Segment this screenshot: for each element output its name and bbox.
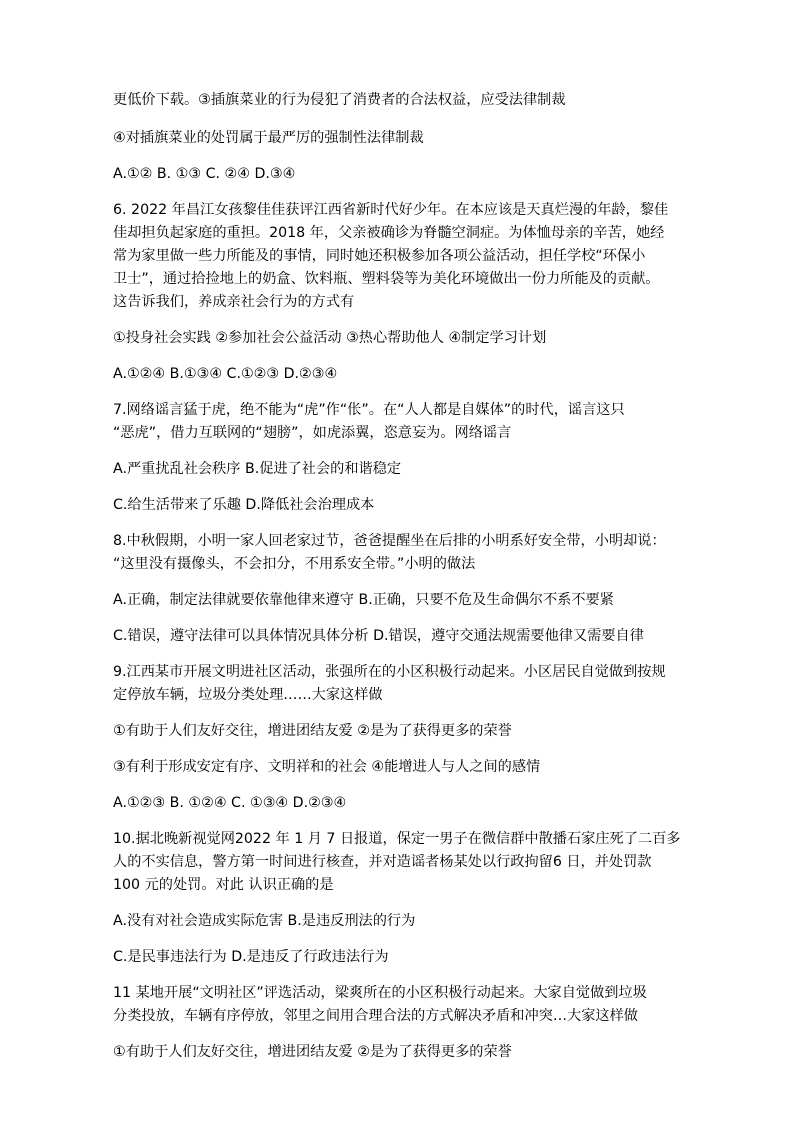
answer-options: C.是民事违法行为 D.是违反了行政违法行为 [113, 949, 389, 965]
question-10: 10.据北晚新视觉网2022 年 1 月 7 日报道，保定一男子在微信群中散播石家庄死了二百多 [113, 831, 681, 847]
statement-list: ①投身社会实践 ②参加社会公益活动 ③热心帮助他人 ④制定学习计划 [113, 330, 547, 346]
statement-list: ①有助于人们友好交往，增进团结友爱 ②是为了获得更多的荣誉 [113, 1044, 512, 1060]
text-line: 卫士”，通过拾捡地上的奶盒、饮料瓶、塑料袋等为美化环境做出一份力所能及的贡献。 [113, 271, 660, 287]
statement-list: ③有利于形成安定有序、文明祥和的社会 ④能增进人与人之间的感情 [113, 759, 541, 775]
text-line: ④对插旗菜业的处罚属于最严厉的强制性法律制裁 [113, 130, 424, 146]
text-line: 分类投放，车辆有序停放，邻里之间用合理合法的方式解决矛盾和冲突…大家这样做 [113, 1008, 638, 1024]
answer-options: A.①②③ B. ①②④ C. ①③④ D.②③④ [113, 795, 347, 811]
answer-options: A.①②④ B.①③④ C.①②③ D.②③④ [113, 366, 338, 382]
text-line: 定停放车辆，垃圾分类处理……大家这样做 [113, 687, 383, 703]
question-7: 7.网络谣言猛于虎，绝不能为“虎”作“伥”。在“人人都是自媒体”的时代，谣言这只 [113, 402, 625, 418]
text-line: “这里没有摄像头，不会扣分，不用系安全带。”小明的做法 [113, 556, 476, 572]
text-line: 人的不实信息，警方第一时间进行核查，并对造谣者杨某处以行政拘留6 日，并处罚款 [113, 854, 652, 870]
answer-options: C.错误，遵守法律可以具体情况具体分析 D.错误，遵守交通法规需要他律又需要自律 [113, 628, 644, 644]
statement-list: ①有助于人们友好交往，增进团结友爱 ②是为了获得更多的荣誉 [113, 723, 512, 739]
answer-options: A.正确，制定法律就要依靠他律来遵守 B.正确，只要不危及生命偶尔不系不要紧 [113, 592, 614, 608]
text-line: 常为家里做一些力所能及的事情，同时她还积极参加各项公益活动，担任学校“环保小 [113, 248, 646, 264]
answer-options: A.①② B. ①③ C. ②④ D.③④ [113, 166, 296, 182]
question-11: 11 某地开展“文明社区”评选活动，梁爽所在的小区积极行动起来。大家自觉做到垃圾 [113, 985, 647, 1001]
text-line: 佳却担负起家庭的重担。2018 年，父亲被确诊为脊髓空洞症。为体恤母亲的辛苦，她经 [113, 225, 665, 241]
question-9: 9.江西某市开展文明进社区活动，张强所在的小区积极行动起来。小区居民自觉做到按规 [113, 664, 666, 680]
answer-options: A.没有对社会造成实际危害 B.是违反刑法的行为 [113, 913, 416, 929]
text-line: “恶虎”，借力互联网的“翅膀”，如虎添翼，恣意妄为。网络谣言 [113, 425, 512, 441]
question-6: 6. 2022 年昌江女孩黎佳佳获评江西省新时代好少年。在本应该是天真烂漫的年龄，黎佳 [113, 202, 669, 218]
answer-options: C.给生活带来了乐趣 D.降低社会治理成本 [113, 497, 375, 513]
question-8: 8.中秋假期，小明一家人回老家过节，爸爸提醒坐在后排的小明系好安全带，小明却说： [113, 533, 666, 549]
text-line: 这告诉我们，养成亲社会行为的方式有 [113, 294, 355, 310]
text-line: 更低价下载。③插旗菜业的行为侵犯了消费者的合法权益，应受法律制裁 [113, 92, 566, 108]
answer-options: A.严重扰乱社会秩序 B.促进了社会的和谐稳定 [113, 461, 402, 477]
text-line: 100 元的处罚。对此 认识正确的是 [113, 877, 334, 893]
